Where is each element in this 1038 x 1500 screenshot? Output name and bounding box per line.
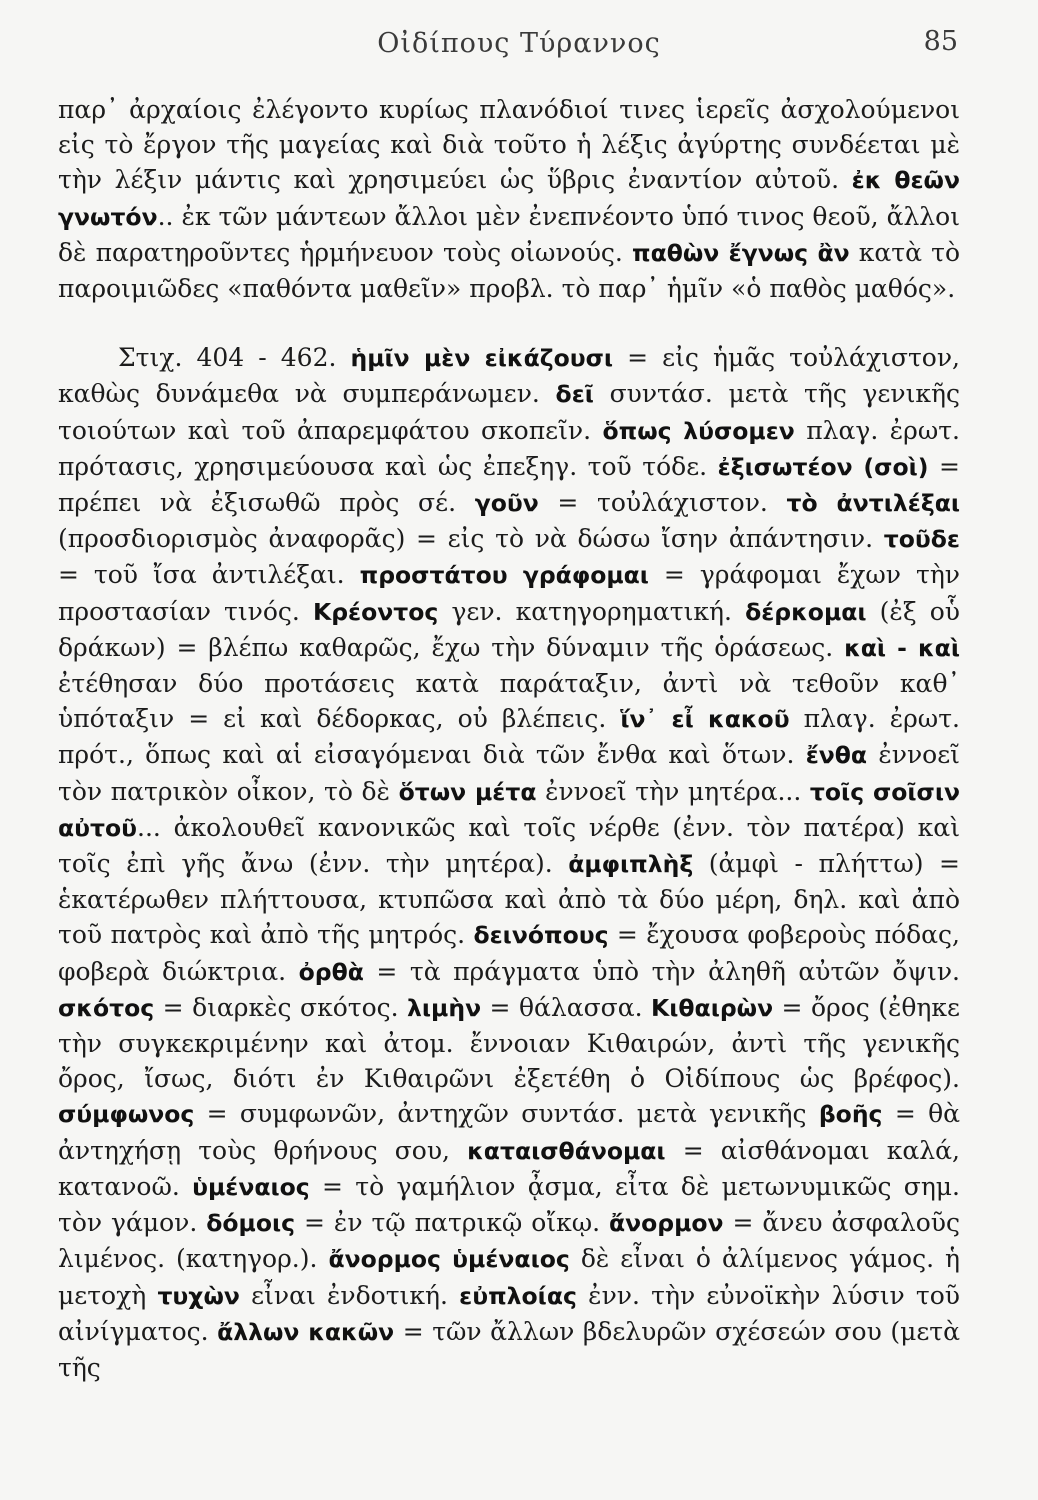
lemma-term: βοῆς	[818, 1100, 883, 1129]
commentary-text: ἐτέθησαν δύο προτάσεις κατὰ παράταξιν, ἀντὶ νὰ τεθοῦν καθ᾽ ὑπόταξιν = εἰ καὶ δέδορκας, οὐ βλέπεις.	[58, 669, 960, 734]
commentary-body	[58, 92, 960, 1385]
lemma-term: ὀρθὰ	[298, 957, 364, 986]
lemma-term: παθὼν ἔγνως ἂν	[631, 238, 850, 267]
lemma-term: Κρέοντος	[313, 597, 439, 626]
commentary-text: = ἄνευ ἀσφαλοῦς λιμένος. (κατηγορ.).	[58, 1208, 960, 1274]
commentary-text: ἐννοεῖ τὸν πατρικὸν οἶκον, τὸ δὲ	[58, 740, 960, 806]
lemma-term: ἡμῖν μὲν εἰκάζουσι	[350, 344, 614, 373]
lemma-term: σύμφωνος	[58, 1100, 195, 1129]
commentary-text: .. ἐκ τῶν μάντεων ἄλλοι μὲν ἐνεπνέοντο ὑπό τινος θεοῦ, ἄλλοι δὲ παρατηροῦντες ἡρμήνευον τοὺς οἰωνούς.	[58, 201, 960, 267]
lemma-term: ἔνθα	[805, 741, 868, 770]
commentary-text: = τὰ πράγματα ὑπὸ τὴν ἀληθῆ αὐτῶν ὄψιν.	[363, 956, 960, 986]
commentary-text: = συμφωνῶν, ἀντηχῶν συντάσ. μετὰ γενικῆς	[194, 1099, 819, 1129]
lemma-term: δεινόπους	[473, 921, 609, 950]
commentary-text: (ἀμφὶ - πλήττω) = ἑκατέρωθεν πλήττουσα, κτυπῶσα καὶ ἀπὸ τὰ δύο μέρη, δηλ. καὶ ἀπὸ τοῦ πατρὸς καὶ ἀπὸ τῆς μητρός.	[58, 849, 960, 950]
commentary-text: παρ᾽ ἀρχαίοις ἐλέγοντο κυρίως πλανόδιοί τινες ἱερεῖς ἀσχολούμενοι εἰς τὸ ἔργον τῆς μαγείας καὶ διὰ τοῦτο ἡ λέξις ἀγύρτης συνδέεται μὲ τὴν λέξιν μάντις καὶ χρησιμεύει ὡς ὕβρις ἐναντίον αὐτοῦ.	[58, 95, 960, 195]
lemma-term: ὑμέναιος	[192, 1172, 310, 1201]
commentary-text: = αἰσθάνομαι καλά, κατανοῶ.	[58, 1135, 960, 1201]
paragraph-continuation	[58, 92, 960, 306]
lemma-term: Κιθαιρὼν	[651, 993, 774, 1022]
lemma-term: σκότος	[58, 993, 155, 1022]
lemma-term: ἄνορμος ὑμέναιος	[328, 1245, 570, 1274]
lemma-term: ἐξισωτέον (σοὶ)	[717, 452, 929, 481]
commentary-text: = ἔχουσα φοβεροὺς πόδας, φοβερὰ διώκτρια.	[58, 920, 960, 986]
lemma-term: ὅπως λύσομεν	[602, 416, 795, 445]
commentary-text: = πρέπει νὰ ἐξισωθῶ πρὸς σέ.	[58, 451, 960, 518]
lemma-term: δόμοις	[206, 1209, 296, 1238]
lemma-term: δέρκομαι	[745, 597, 867, 626]
lemma-term: εὐπλοίας	[459, 1281, 577, 1310]
commentary-text: = τοῦ ἴσα ἀντιλέξαι.	[58, 560, 360, 590]
commentary-text: = ἐν τῷ πατρικῷ οἴκῳ.	[295, 1208, 609, 1238]
commentary-text: ἐνν. τὴν εὐνοϊκὴν λύσιν τοῦ αἰνίγματος.	[58, 1280, 961, 1346]
commentary-text: = θὰ ἀντηχήσῃ τοὺς θρήνους σου,	[58, 1099, 961, 1165]
lemma-term: τὸ ἀντιλέξαι	[786, 489, 960, 518]
lemma-term: προστάτου γράφομαι	[359, 561, 649, 590]
paragraph-verses-404-462	[58, 340, 960, 1385]
lemma-term: λιμὴν	[407, 993, 482, 1022]
lemma-term: καὶ - καὶ	[844, 633, 960, 662]
lemma-term: δεῖ	[555, 380, 594, 409]
lemma-term: ἄλλων κακῶν	[217, 1317, 395, 1346]
page-header	[0, 24, 1038, 64]
commentary-text: = τῶν ἄλλων βδελυρῶν σχέσεών σου (μετὰ τῆς	[58, 1316, 960, 1382]
lemma-term: ἄνορμον	[608, 1209, 724, 1238]
commentary-text: = ὄρος (ἐθηκε τὴν συγκεκριμένην καὶ ἀτομ. ἔννοιαν Κιθαιρών, ἀντὶ τῆς γενικῆς ὄρος, ἴσως, διότι ἐν Κιθαιρῶνι ἐξετέθη ὁ Οἰδίπους ὡς βρέφος).	[58, 992, 960, 1094]
lemma-term: τοῦδε	[883, 525, 960, 554]
commentary-text: συντάσ. μετὰ τῆς γενικῆς τοιούτων καὶ τοῦ ἀπαρεμφάτου σκοπεῖν.	[58, 379, 960, 445]
lemma-term: τοῖς σοῖσιν αὐτοῦ	[58, 777, 961, 842]
page-number: 85	[923, 26, 958, 57]
commentary-text: = θάλασσα.	[481, 992, 652, 1022]
commentary-text: = εἰς ἡμᾶς τοὐλάχιστον, καθὼς δυνάμεθα νὰ συμπεράνωμεν.	[58, 343, 960, 409]
commentary-text: Στιχ. 404 - 462.	[118, 343, 351, 373]
lemma-term: καταισθάνομαι	[467, 1136, 666, 1165]
commentary-text: = γράφομαι ἔχων τὴν προστασίαν τινός.	[58, 560, 960, 626]
commentary-text: (προσδιορισμὸς ἀναφορᾶς) = εἰς τὸ νὰ δώσω ἴσην ἀπάντησιν.	[58, 524, 884, 554]
commentary-text: πλαγ. ἐρωτ. πρότ., ὅπως καὶ αἱ εἰσαγόμεναι διὰ τῶν ἔνθα καὶ ὅτων.	[58, 704, 960, 770]
commentary-text: = τὸ γαμήλιον ᾆσμα, εἶτα δὲ μετωνυμικῶς σημ. τὸν γάμον.	[58, 1171, 961, 1238]
commentary-text: κατὰ τὸ παροιμιῶδες «παθόντα μαθεῖν» προβλ. τὸ παρ᾽ ἡμῖν «ὁ παθὸς μαθός».	[58, 237, 961, 304]
commentary-text: πλαγ. ἐρωτ. πρότασις, χρησιμεύουσα καὶ ὡς ἐπεξηγ. τοῦ τόδε.	[58, 415, 961, 481]
commentary-text: εἶναι ἐνδοτική.	[239, 1280, 460, 1310]
commentary-text: δὲ εἶναι ὁ ἀλίμενος γάμος. ἡ μετοχὴ	[58, 1244, 960, 1310]
commentary-text: ... ἀκολουθεῖ κανονικῶς καὶ τοῖς νέρθε (ἐνν. τὸν πατέρα) καὶ τοῖς ἐπὶ γῆς ἄνω (ἐνν. τὴν μητέρα).	[58, 812, 960, 879]
running-title: Οἰδίπους Τύραννος	[377, 28, 661, 59]
commentary-text: = διαρκὲς σκότος.	[154, 992, 408, 1022]
commentary-text: = τοὐλάχιστον.	[538, 488, 787, 518]
lemma-term: ἀμφιπλὴξ	[568, 850, 694, 879]
lemma-term: ἵν᾽ εἶ κακοῦ	[620, 705, 790, 734]
commentary-text: ἐννοεῖ τὴν μητέρα...	[536, 776, 810, 806]
lemma-term: ὅτων μέτα	[398, 777, 537, 806]
lemma-term: γοῦν	[474, 489, 539, 518]
commentary-text: γεν. κατηγορηματική.	[438, 596, 746, 626]
lemma-term: ἐκ θεῶν γνωτόν	[58, 166, 960, 231]
lemma-term: τυχὼν	[157, 1281, 240, 1310]
commentary-text: (ἐξ οὗ δράκων) = βλέπω καθαρῶς, ἔχω τὴν δύναμιν τῆς ὁράσεως.	[58, 596, 960, 662]
